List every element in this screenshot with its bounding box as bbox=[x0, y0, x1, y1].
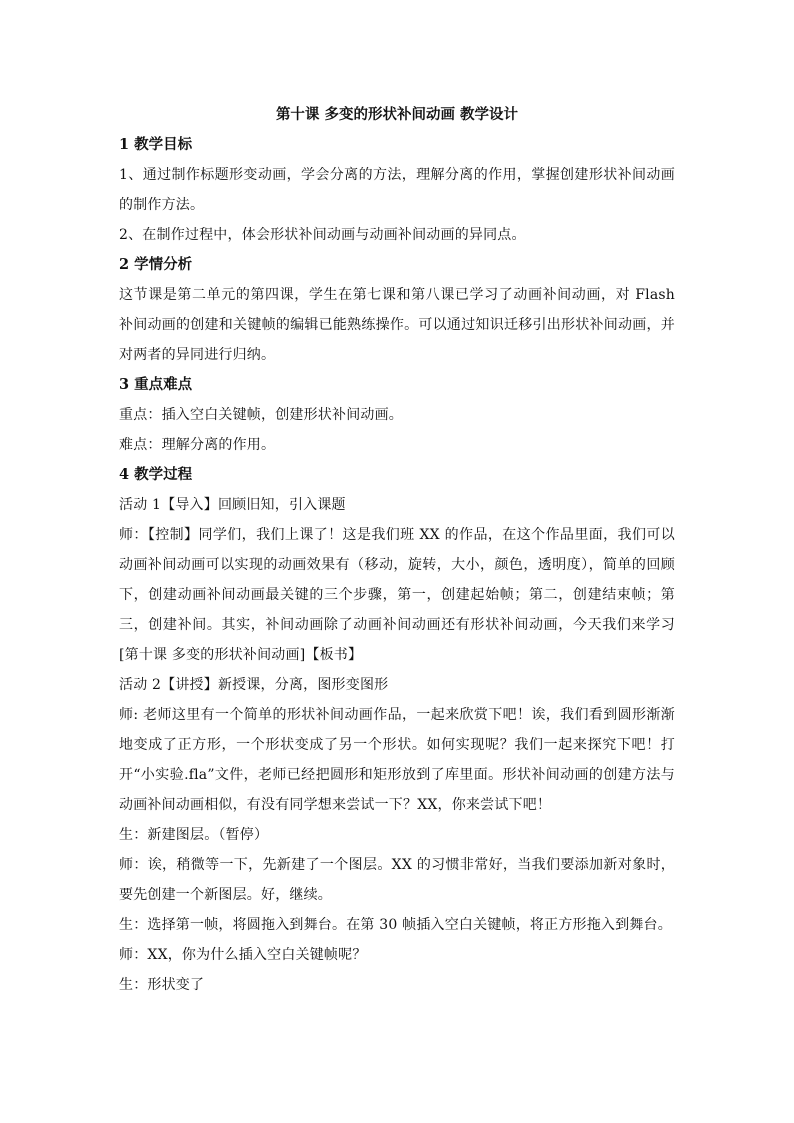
section-heading: 4 教学过程 bbox=[119, 466, 193, 483]
section-key-points bbox=[119, 370, 675, 460]
paragraph: 重点：插入空白关键帧，创建形状补间动画。 bbox=[119, 407, 403, 423]
section-teaching-process bbox=[119, 460, 675, 1000]
paragraph: 难点：理解分离的作用。 bbox=[119, 437, 276, 453]
paragraph: 1、通过制作标题形变动画，学会分离的方法，理解分离的作用，掌握创建形状补间动画的制作方法。 bbox=[119, 167, 675, 213]
section-heading: 1 教学目标 bbox=[119, 136, 193, 153]
paragraph: 师：XX，你为什么插入空白关键帧呢？ bbox=[119, 947, 367, 963]
paragraph: 师: 老师这里有一个简单的形状补间动画作品，一起来欣赏下吧！诶，我们看到圆形渐渐地变成了正方形，一个形状变成了另一个形状。如何实现呢？我们一起来探究下吧！打开“小实验.fla”文件，老师已经把圆形和矩形放到了库里面。形状补间动画的创建方法与动画补间动画相似，有没有同学想来尝试一下？XX，你来尝试下吧！ bbox=[119, 707, 675, 813]
activity-label: 活动 1【导入】回顾旧知，引入课题 bbox=[119, 497, 346, 513]
paragraph: 生：新建图层。（暂停） bbox=[119, 827, 269, 843]
section-objectives bbox=[119, 130, 675, 250]
section-heading: 2 学情分析 bbox=[119, 256, 193, 273]
activity-label: 活动 2【讲授】新授课，分离，图形变图形 bbox=[119, 677, 389, 693]
document-title: 第十课 多变的形状补间动画 教学设计 bbox=[275, 106, 519, 123]
paragraph: 师：【控制】同学们，我们上课了！这是我们班 XX 的作品，在这个作品里面，我们可以动画补间动画可以实现的动画效果有（移动，旋转，大小，颜色，透明度），简单的回顾下，创建动画补间动画最关键的三个步骤，第一，创建起始帧；第二，创建结束帧；第三，创建补间。其实，补间动画除了动画补间动画还有形状补间动画，今天我们来学习[第十课 多变的形状补间动画]【板书】 bbox=[119, 527, 675, 663]
paragraph: 生：选择第一帧，将圆拖入到舞台。在第 30 帧插入空白关键帧，将正方形拖入到舞台。 bbox=[119, 917, 672, 933]
paragraph: 2、在制作过程中，体会形状补间动画与动画补间动画的异同点。 bbox=[119, 227, 526, 243]
paragraph: 生：形状变了 bbox=[119, 977, 205, 993]
document-page bbox=[119, 100, 675, 1000]
section-student-analysis bbox=[119, 250, 675, 370]
paragraph: 这节课是第二单元的第四课，学生在第七课和第八课已学习了动画补间动画，对 Flash 补间动画的创建和关键帧的编辑已能熟练操作。可以通过知识迁移引出形状补间动画，并对两者的异同进行归纳。 bbox=[119, 287, 675, 363]
section-heading: 3 重点难点 bbox=[119, 376, 193, 393]
paragraph: 师：诶，稍微等一下，先新建了一个图层。XX 的习惯非常好，当我们要添加新对象时，要先创建一个新图层。好，继续。 bbox=[119, 857, 675, 903]
